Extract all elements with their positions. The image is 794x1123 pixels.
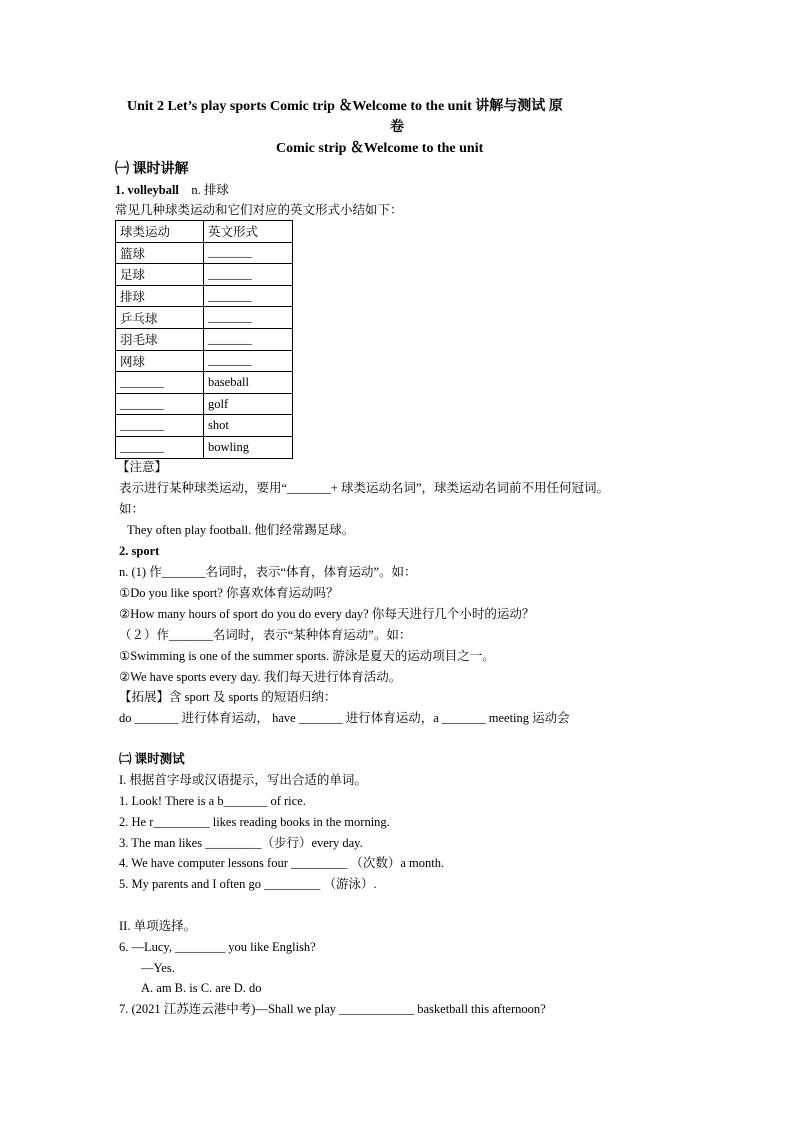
table-cell: 乒乓球 <box>116 307 204 329</box>
table-cell: _______ <box>204 328 293 350</box>
table-cell: 篮球 <box>116 242 204 264</box>
sport-def-2: （２）作_______名词时，表示“某种体育运动”。如： <box>119 628 412 642</box>
note-example: They often play football. 他们经常踢足球。 <box>127 523 355 537</box>
table-cell: _______ <box>204 350 293 372</box>
part2-title: II. 单项选择。 <box>119 919 197 933</box>
table-cell: 足球 <box>116 264 204 286</box>
sports-table <box>115 220 293 459</box>
table-cell: _______ <box>116 436 204 458</box>
table-row <box>116 372 293 394</box>
sport-example-1a: ①Do you like sport? 你喜欢体育运动吗？ <box>119 586 339 600</box>
section1-heading: ㈠ 课时讲解 <box>115 162 189 177</box>
question-2: 2. He r_________ likes reading books in the morning. <box>119 815 390 829</box>
part1-title: I. 根据首字母或汉语提示，写出合适的单词。 <box>119 773 367 787</box>
table-row <box>116 264 293 286</box>
phrases-line: do _______ 进行体育运动， have _______ 进行体育运动，a _______ meeting 运动会 <box>119 711 570 725</box>
table-cell: 网球 <box>116 350 204 372</box>
table-row <box>116 285 293 307</box>
table-header-cell: 球类运动 <box>116 221 204 243</box>
question-3: 3. The man likes _________（步行）every day. <box>119 836 363 850</box>
table-cell: _______ <box>204 264 293 286</box>
item1-meaning: n. 排球 <box>191 183 229 197</box>
note-heading: 【注意】 <box>117 460 168 474</box>
table-cell: 羽毛球 <box>116 328 204 350</box>
section2-heading: ㈡ 课时测试 <box>119 752 185 766</box>
table-cell: _______ <box>116 372 204 394</box>
document-title-line2: 卷 <box>390 120 404 135</box>
question-7: 7. (2021 江苏连云港中考)—Shall we play ____________ basketball this afternoon? <box>119 1002 546 1016</box>
sport-def-1: n. (1) 作_______名词时，表示“体育，体育运动”。如： <box>119 565 417 579</box>
document-title-line1: Unit 2 Let’s play sports Comic trip ＆Welcome to the unit 讲解与测试 原 <box>127 99 563 114</box>
question-6-reply: —Yes. <box>141 961 175 975</box>
question-5: 5. My parents and I often go _________ （游泳）. <box>119 877 377 891</box>
table-cell: bowling <box>204 436 293 458</box>
table-row <box>116 415 293 437</box>
table-cell: baseball <box>204 372 293 394</box>
sport-example-2b: ②We have sports every day. 我们每天进行体育活动。 <box>119 670 402 684</box>
table-intro: 常见几种球类运动和它们对应的英文形式小结如下： <box>115 203 403 217</box>
table-row <box>116 328 293 350</box>
table-cell: _______ <box>204 285 293 307</box>
question-1: 1. Look! There is a b_______ of rice. <box>119 794 306 808</box>
question-6-options: A. am B. is C. are D. do <box>141 981 262 995</box>
item2-head: 2. sport <box>119 544 160 558</box>
table-cell: _______ <box>116 415 204 437</box>
note-text: 表示进行某种球类运动，要用“_______+ 球类运动名词”，球类运动名词前不用任何冠词。 <box>119 481 610 495</box>
item1-line <box>115 182 229 199</box>
document-subtitle: Comic strip ＆Welcome to the unit <box>276 141 484 156</box>
table-header-cell: 英文形式 <box>204 221 293 243</box>
table-cell: shot <box>204 415 293 437</box>
table-cell: golf <box>204 393 293 415</box>
table-cell: _______ <box>204 307 293 329</box>
table-header-row <box>116 221 293 243</box>
table-row <box>116 436 293 458</box>
table-row <box>116 350 293 372</box>
question-4: 4. We have computer lessons four _________ （次数）a month. <box>119 856 445 870</box>
note-example-label: 如： <box>119 502 145 516</box>
table-cell: 排球 <box>116 285 204 307</box>
table-row <box>116 242 293 264</box>
table-row <box>116 307 293 329</box>
question-6: 6. —Lucy, ________ you like English? <box>119 940 316 954</box>
sport-example-2a: ①Swimming is one of the summer sports. 游泳是夏天的运动项目之一。 <box>119 649 495 663</box>
table-cell: _______ <box>204 242 293 264</box>
table-cell: _______ <box>116 393 204 415</box>
item1-head: 1. volleyball <box>115 183 179 197</box>
sport-example-1b: ②How many hours of sport do you do every day? 你每天进行几个小时的运动？ <box>119 607 535 621</box>
table-row <box>116 393 293 415</box>
expand-heading: 【拓展】含 sport 及 sports 的短语归纳： <box>119 690 337 704</box>
